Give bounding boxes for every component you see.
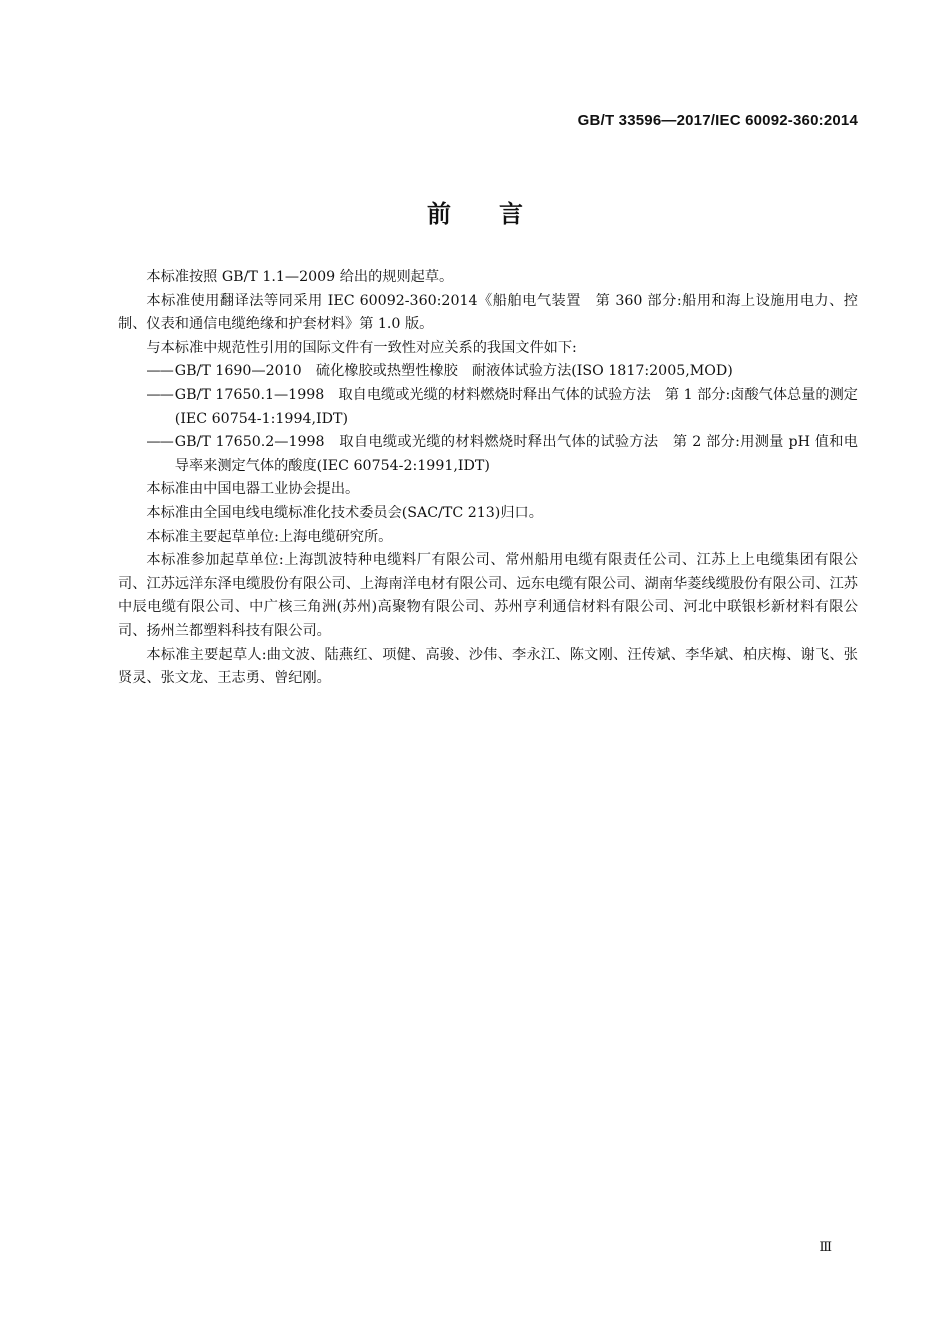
- paragraph-drafters: 本标准主要起草人:曲文波、陆燕红、项健、高骏、沙伟、李永江、陈文刚、汪传斌、李华斌、柏庆梅、谢飞、张贤灵、张文龙、王志勇、曾纪刚。: [118, 646, 858, 687]
- paragraph-participating-units: 本标准参加起草单位:上海凯波特种电缆料厂有限公司、常州船用电缆有限责任公司、江苏上上电缆集团有限公司、江苏远洋东泽电缆股份有限公司、上海南洋电材有限公司、远东电缆有限公司、湖南华菱线缆股份有限公司、江苏中辰电缆有限公司、中广核三角洲(苏州)高聚物有限公司、苏州亨利通信材料有限公司、河北中联银杉新材料有限公司、扬州兰都塑料科技有限公司。: [118, 552, 858, 639]
- reference-dash: ——: [146, 386, 173, 403]
- standard-code-header: GB/T 33596—2017/IEC 60092-360:2014: [577, 112, 858, 129]
- reference-dash: ——: [146, 434, 173, 451]
- reference-text: GB/T 17650.1—1998 取自电缆或光缆的材料燃烧时释出气体的试验方法 第 1 部分:卤酸气体总量的测定(IEC 60754-1:1994,IDT): [174, 386, 858, 427]
- page-number: Ⅲ: [819, 1240, 832, 1255]
- paragraph-proposer: 本标准由中国电器工业协会提出。: [146, 481, 360, 498]
- reference-item: [118, 360, 858, 384]
- paragraph-main-drafting-unit: 本标准主要起草单位:上海电缆研究所。: [146, 528, 393, 545]
- foreword-body: [118, 266, 858, 691]
- paragraph-drafting-rules: 本标准按照 GB/T 1.1—2009 给出的规则起草。: [146, 269, 454, 285]
- reference-text: GB/T 1690—2010 硫化橡胶或热塑性橡胶 耐液体试验方法(ISO 1817:2005,MOD): [174, 363, 733, 380]
- reference-item: [118, 431, 858, 478]
- reference-item: [118, 384, 858, 431]
- page-title: 前言: [427, 200, 571, 228]
- paragraph-adoption: 本标准使用翻译法等同采用 IEC 60092-360:2014《船舶电气装置 第 360 部分:船用和海上设施用电力、控制、仪表和通信电缆绝缘和护套材料》第 1.0 版。: [118, 292, 858, 333]
- paragraph-technical-committee: 本标准由全国电线电缆标准化技术委员会(SAC/TC 213)归口。: [146, 504, 543, 521]
- reference-text: GB/T 17650.2—1998 取自电缆或光缆的材料燃烧时释出气体的试验方法 第 2 部分:用测量 pH 值和电导率来测定气体的酸度(IEC 60754-2:1991,IDT): [174, 434, 858, 474]
- paragraph-reference-intro: 与本标准中规范性引用的国际文件有一致性对应关系的我国文件如下:: [146, 339, 577, 356]
- reference-dash: ——: [146, 363, 173, 380]
